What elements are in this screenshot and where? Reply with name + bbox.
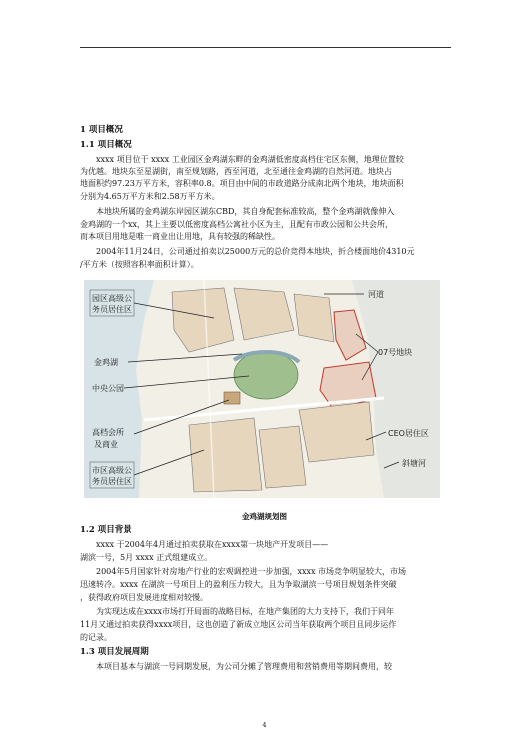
- map-label-left: 务员居住区: [92, 477, 132, 486]
- map-label-right: 斜塘河: [402, 459, 426, 468]
- paragraph-line: xxxx 于2004年4月通过拍卖获取在xxxx第一块地产开发项目——: [96, 540, 329, 549]
- paragraph-line: xxxx 项目位于 xxxx 工业园区金鸡湖东畔的金鸡湖低密度高档住宅区东侧，地理位置较: [96, 155, 404, 164]
- paragraph-line: 湖滨一号，5月 xxxx 正式组建成立。: [80, 553, 213, 562]
- subsection-title-background: 1.2 项目背景: [80, 525, 132, 535]
- central-park: [234, 351, 298, 399]
- map-label-right: CEO居住区: [388, 429, 429, 438]
- map-label-right: 河道: [368, 290, 384, 299]
- planning-map-figure: [84, 280, 440, 498]
- map-label-left: 及商业: [94, 440, 118, 449]
- paragraph-line: 2004年11月24日，公司通过拍卖以25000万元的总价竞得本地块，折合楼面地价4310元: [96, 247, 415, 256]
- paragraph-line: 地面积约97.23万平方米，容积率0.8。项目由中间的市政道路分成南北两个地块，地块面积: [80, 179, 404, 188]
- paragraph-line: 为优越。地块东至星湖街，南至规划路，西至河道，北至通往金鸡湖的自然河道。地块占: [80, 167, 392, 176]
- clubhouse-building: [224, 392, 240, 404]
- paragraph-line: 而本项目用地是唯一商业出让用地，具有较强的稀缺性。: [80, 232, 280, 241]
- figure-caption: 金鸡湖规划图: [242, 512, 287, 521]
- map-label-left: 园区高级公: [92, 294, 132, 303]
- paragraph-line: 11月又通过拍卖获得xxxx项目，这也创造了新成立地区公司当年获取两个项目且同步运作: [80, 620, 397, 629]
- paragraph-line: 的记录。: [80, 633, 112, 642]
- paragraph-line: 2004年5月国家针对房地产行业的宏观调控进一步加强，xxxx 市场竞争明显较大，市场: [96, 567, 407, 576]
- section-title: 1 项目概况: [80, 125, 123, 135]
- paragraph-line: 迅速转冷。xxxx 在湖滨一号项目上的盈利压力较大，且为争取湖滨一号项目规划条件突破: [80, 580, 397, 589]
- paragraph-line: /平方米（按照容积率面积计算）。: [80, 260, 199, 269]
- paragraph-line: 分别为4.65万平方米和2.58万平方米。: [80, 192, 220, 201]
- map-label-right: 07号地块: [378, 348, 413, 357]
- map-label-left: 市区高级公: [92, 466, 132, 475]
- map-label-left: 中央公园: [92, 384, 124, 393]
- map-label-left: 金鸡湖: [94, 358, 118, 367]
- paragraph-line: 为实现达成在xxxx市场打开局面的战略目标，在地产集团的大力支持下，我们于同年: [96, 607, 395, 616]
- paragraph-line: 本地块所属的金鸡湖东岸园区湖东CBD，其自身配套标准较高，整个金鸡湖就像伸入: [96, 207, 395, 216]
- header-rule: [80, 47, 451, 48]
- map-label-left: 高档会所: [92, 428, 124, 437]
- page-number: 4: [262, 721, 267, 729]
- paragraph-line: ，获得政府项目发展进度相对较慢。: [80, 593, 208, 602]
- subsection-title-overview: 1.1 项目概况: [80, 140, 132, 150]
- subsection-title-cycle: 1.3 项目发展周期: [80, 647, 149, 657]
- paragraph-line: 金鸡湖的一个xx，其上主要以低密度高档公寓社小区为主，且配有市政公园和公共会所，: [80, 220, 394, 229]
- paragraph-line: 本项目基本与湖滨一号同期发展，为公司分摊了管理费用和营销费用等期间费用，较: [96, 662, 392, 671]
- map-label-left: 务员居住区: [92, 305, 132, 314]
